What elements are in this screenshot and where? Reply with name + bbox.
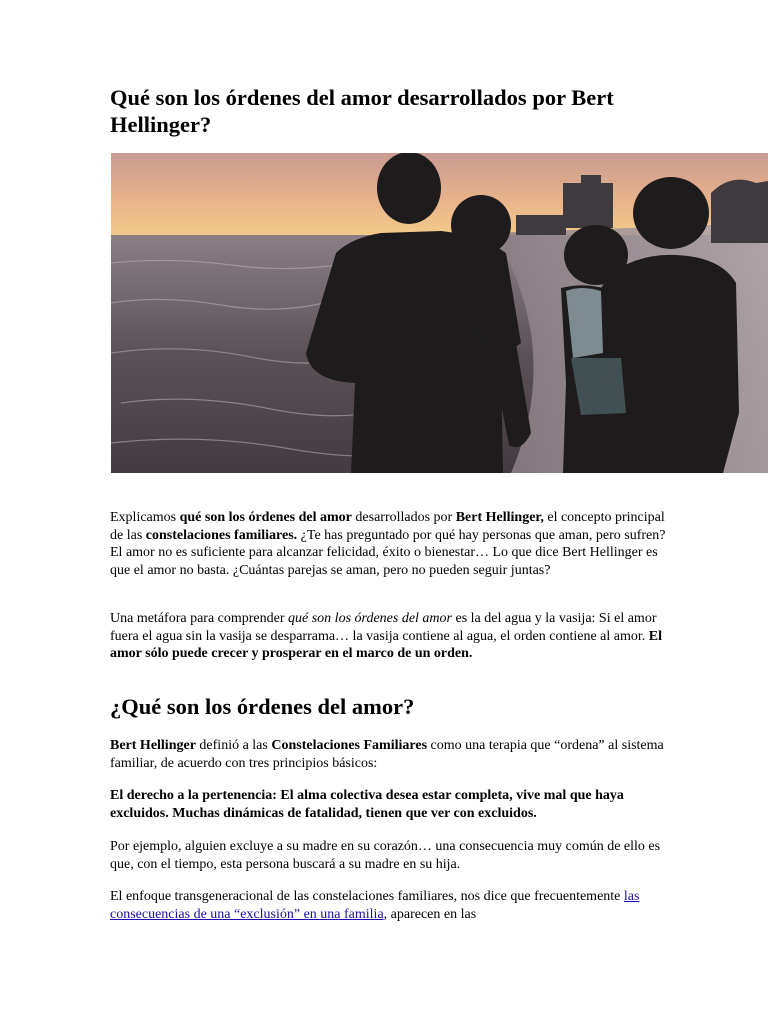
intro-text-2: desarrollados por (351, 510, 456, 525)
principles-text-1: definió a las (195, 738, 272, 753)
exclusion-consequences-link[interactable]: las consecuencias de una “exclusión” en una familia (110, 889, 640, 922)
example-text: Por ejemplo, alguien excluye a su madre en su corazón… una consecuencia muy común de ello es que, con el tiempo, esta persona buscará a su madre en su hija. (110, 839, 661, 872)
example-paragraph (110, 838, 670, 873)
metaphor-paragraph (110, 610, 670, 663)
intro-text-1: Explicamos (110, 510, 180, 525)
page-title: Qué son los órdenes del amor desarrollados por Bert Hellinger? (110, 85, 614, 137)
transgenerational-paragraph (110, 888, 670, 923)
metaphor-bold: El amor sólo puede crecer y prosperar en el marco de un orden. (110, 628, 663, 661)
intro-bold-author: Bert Hellinger, (455, 510, 544, 525)
intro-bold-constellations: constelaciones familiares. (145, 527, 298, 543)
principles-bold-author: Bert Hellinger (110, 738, 196, 753)
transgenerational-text-2: , aparecen en las (383, 906, 477, 922)
transgenerational-text-1: El enfoque transgeneracional de las constelaciones familiares, nos dice que frecuentemente (110, 889, 624, 904)
principles-bold-constellations: Constelaciones Familiares (271, 738, 428, 753)
metaphor-text-1: Una metáfora para comprender (110, 611, 289, 626)
principles-text-2: como una terapia que “ordena” al sistema familiar, de acuerdo con tres principios básicos: (110, 738, 664, 771)
metaphor-italic: qué son los órdenes del amor (288, 611, 452, 626)
metaphor-text-2: es la del agua y la vasija: Si el amor fuera el agua sin la vasija se desparrama… la vasija contiene al agua, el orden contiene al amor. (110, 611, 657, 644)
principles-paragraph (110, 737, 670, 772)
section-heading: ¿Qué son los órdenes del amor? (110, 694, 415, 719)
intro-text-3: el concepto principal de las (110, 510, 665, 543)
belonging-paragraph (110, 787, 670, 822)
intro-paragraph (110, 509, 670, 579)
intro-text-4: ¿Te has preguntado por qué hay personas que aman, pero sufren? El amor no es suficiente para alcanzar felicidad, éxito o bienestar… Lo que dice Bert Hellinger es que el amor no basta. ¿Cuántas parejas se aman, pero no pueden seguir juntas? (110, 527, 666, 578)
belonging-bold: El derecho a la pertenencia: El alma colectiva desea estar completa, vive mal que haya excluidos. Muchas dinámicas de fatalidad, tienen que ver con excluidos. (110, 788, 624, 821)
intro-bold-concept: qué son los órdenes del amor (179, 510, 352, 525)
family-beach-photo (111, 153, 768, 473)
family-at-beach-sunset-photo-icon (111, 153, 768, 473)
